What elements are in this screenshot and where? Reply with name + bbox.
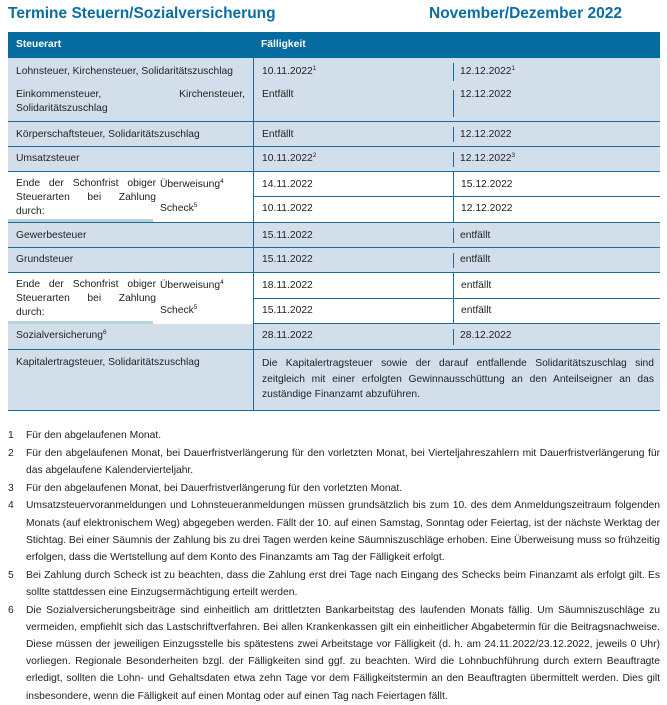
footnote-2: 2 Für den abgelaufenen Monat, bei Dauerfristverlängerung für den vorletzten Monat, bei Vierteljahreszahlern mit Dauerfristverlängerung für das abgelaufene Kalendervierteljahr. <box>8 447 660 476</box>
kapitalertrag-note: Die Kapitalertragsteuer sowie der darauf entfallende Solidaritätszuschlag sind zeitgleich mit einer erfolgten Gewinnausschüttung an den Anteilseigner an das zuständige Finanzamt abzuführen. <box>262 358 654 400</box>
row-label: Umsatzsteuer <box>16 153 80 164</box>
footnote-ref: 1 <box>511 65 516 72</box>
table-row-kapitalertragsteuer <box>8 349 660 411</box>
table-row-grundsteuer <box>8 248 660 273</box>
footnote-4: 4 Umsatzsteuervoranmeldungen und Lohnsteueranmeldungen müssen grundsätzlich bis zum 10. des dem Anmeldungszeitraum folgenden Monats (auf elektronischem Weg) abgegeben werden. Fällt der 10. auf einen Samstag, Sonntag oder Feiertag, ist der nächste Werktag der Stichtag. Bei einer Säumnis der Zahlung bis zu drei Tagen werden keine Säumniszuschläge erhoben. Eine Überweisung muss so frühzeitig erfolgen, dass die Wertstellung auf dem Konto des Finanzamts am Tag der Fälligkeit erfolgt. <box>8 500 660 563</box>
due-date-november: 10.11.2022 <box>262 66 313 77</box>
table-row-koerperschaftsteuer <box>8 122 660 147</box>
due-date-november: 15.11.2022 <box>262 230 313 241</box>
row-label: Gewerbesteuer <box>16 230 87 241</box>
row-label: Lohnsteuer, Kirchensteuer, Solidaritätszuschlag <box>16 66 233 77</box>
due-date-dezember: entfällt <box>460 230 491 241</box>
footnote-ref: 3 <box>511 152 516 159</box>
tax-schedule-table <box>8 32 660 411</box>
table-row-einkommensteuer <box>8 85 660 122</box>
due-date-dezember: 28.12.2022 <box>460 330 512 341</box>
due-date-dezember: 12.12.2022 <box>460 129 512 140</box>
due-date-november: 15.11.2022 <box>262 254 313 265</box>
payment-method-scheck: Scheck <box>160 203 194 214</box>
due-date-november: 10.11.2022 <box>262 153 313 164</box>
footnote-ref: 5 <box>193 202 198 209</box>
row-label: Ende der Schonfrist obiger Steuerarten bei Zahlung durch: <box>16 178 156 217</box>
table-row-lohnsteuer <box>8 58 660 85</box>
table-row-schonfrist-2 <box>8 273 660 324</box>
column-header-steuerart: Steuerart <box>16 39 62 50</box>
footnote-6: 6 Die Sozialversicherungsbeiträge sind einheitlich am drittletzten Bankarbeitstag des laufenden Monats fällig. Um Säumniszuschläge zu vermeiden, empfiehlt sich das Lastschriftverfahren. Bei allen Krankenkassen gilt ein einheitlicher Abgabetermin für die Beitragsnachweise. Diese müssen der jeweiligen Einzugsstelle bis spätestens zwei Arbeitstage vor Fälligkeit (d. h. am 24.11.2022/23.12.2022, jeweils 0 Uhr) vorliegen. Regionale Besonderheiten bzgl. der Fälligkeiten sind ggf. zu beachten. Wird die Lohnbuchführung durch extern Beauftragte erledigt, sollten die Lohn- und Gehaltsdaten etwa zehn Tage vor dem Fälligkeitstermin an den Beauftragten übermittelt werden. Dies gilt insbesondere, wenn die Fälligkeit auf einen Montag oder auf einen Tag nach Feiertagen fällt. <box>8 604 660 702</box>
due-date-dezember: entfällt <box>460 254 491 265</box>
footnote-3: 3 Für den abgelaufenen Monat, bei Dauerfristverlängerung für den vorletzten Monat. <box>8 482 403 494</box>
footnote-1: 1 Für den abgelaufenen Monat. <box>8 430 162 441</box>
footnote-ref: 2 <box>312 152 317 159</box>
column-header-faelligkeit: Fälligkeit <box>261 39 306 50</box>
due-date-november: Entfällt <box>262 89 294 100</box>
row-label: Körperschaftsteuer, Solidaritätszuschlag <box>16 129 200 140</box>
footnote-ref: 5 <box>193 304 198 311</box>
due-date-dezember: 12.12.2022 <box>460 89 512 100</box>
table-row-gewerbesteuer <box>8 223 660 248</box>
divider <box>454 196 660 197</box>
due-date-november-ueberweisung: 14.11.2022 <box>262 179 313 190</box>
footnote-5: 5 Bei Zahlung durch Scheck ist zu beachten, dass die Zahlung erst drei Tage nach Eingang des Schecks beim Finanzamt als erfolgt gilt. Es sollte stattdessen eine Einzugsermächtigung erteilt werden. <box>8 569 660 598</box>
due-date-november-scheck: 15.11.2022 <box>262 305 313 316</box>
divider <box>454 298 660 299</box>
due-date-dezember-scheck: 12.12.2022 <box>461 203 513 214</box>
footnote-ref: 1 <box>312 65 317 72</box>
footnote-ref: 4 <box>220 178 224 185</box>
due-date-november: 28.11.2022 <box>262 330 313 341</box>
due-date-november-ueberweisung: 18.11.2022 <box>262 280 313 291</box>
due-date-dezember: 12.12.2022 <box>460 153 512 164</box>
due-date-november-scheck: 10.11.2022 <box>262 203 313 214</box>
row-label: Ende der Schonfrist obiger Steuerarten bei Zahlung durch: <box>16 279 156 318</box>
page-title: Termine Steuern/Sozialversicherung <box>8 5 276 22</box>
payment-method-ueberweisung: Überweisung <box>160 280 221 291</box>
due-date-dezember-ueberweisung: entfällt <box>461 280 492 291</box>
due-date-dezember-ueberweisung: 15.12.2022 <box>461 179 513 190</box>
row-label: Grundsteuer <box>16 254 74 265</box>
table-row-sozialversicherung <box>8 324 660 349</box>
row-label: Einkommensteuer, Kirchensteuer, Solidaritätszuschlag <box>16 89 245 114</box>
due-date-november: Entfällt <box>262 129 294 140</box>
footnote-ref: 6 <box>103 329 107 336</box>
due-date-dezember: 12.12.2022 <box>460 66 512 77</box>
period-label: November/Dezember 2022 <box>429 5 622 22</box>
table-row-schonfrist-1 <box>8 172 660 223</box>
footnotes <box>8 427 660 705</box>
payment-method-scheck: Scheck <box>160 305 194 316</box>
due-date-dezember-scheck: entfällt <box>461 305 492 316</box>
row-label: Sozialversicherung <box>16 330 103 341</box>
divider <box>254 196 453 197</box>
table-header <box>8 32 660 58</box>
divider <box>254 298 453 299</box>
divider <box>8 219 153 222</box>
footnote-ref: 4 <box>220 279 224 286</box>
row-label: Kapitalertragsteuer, Solidaritätszuschlag <box>16 357 200 368</box>
table-row-umsatzsteuer <box>8 147 660 172</box>
payment-method-ueberweisung: Überweisung <box>160 179 221 190</box>
page-header <box>8 5 660 25</box>
